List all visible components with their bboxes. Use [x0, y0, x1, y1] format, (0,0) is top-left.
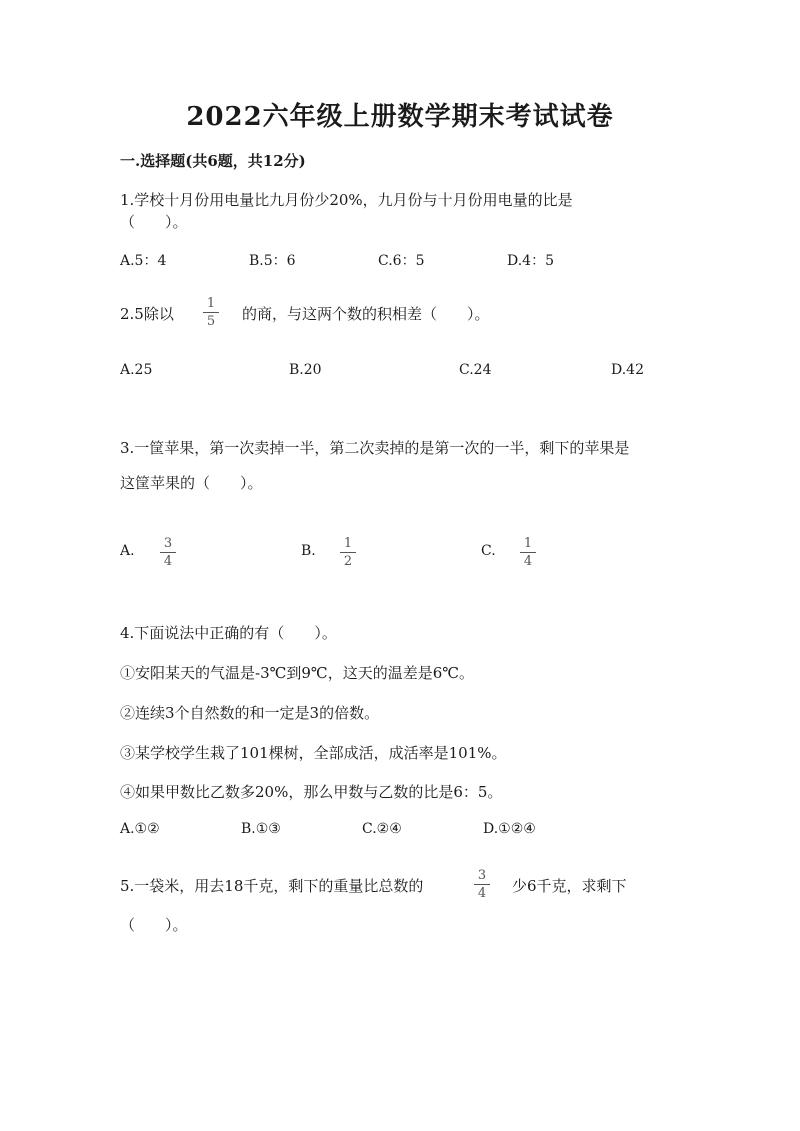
question-2-text-before: 2.5除以: [120, 305, 174, 323]
question-4-option-a: A.①②: [120, 821, 160, 837]
question-1-option-c: C.6：5: [378, 253, 425, 269]
fraction-numerator: 1: [343, 536, 353, 551]
fraction-denominator: 2: [343, 554, 353, 569]
question-1-line-1: 1.学校十月份用电量比九月份少20%，九月份与十月份用电量的比是: [120, 191, 573, 209]
question-3-option-c-label: C.: [481, 543, 496, 559]
fraction-denominator: 4: [523, 554, 533, 569]
question-4-statement-1: ①安阳某天的气温是-3℃到9℃，这天的温差是6℃。: [120, 664, 475, 682]
question-1-option-b: B.5：6: [249, 253, 296, 269]
question-3-option-a-label: A.: [120, 543, 135, 559]
page-title: 2022六年级上册数学期末考试试卷: [186, 102, 614, 132]
fraction-numerator: 3: [477, 868, 487, 883]
question-5-text-after: 少6千克，求剩下: [512, 877, 627, 895]
question-2-option-d: D.42: [611, 362, 644, 378]
question-4-statement-3: ③某学校学生栽了101棵树，全部成活，成活率是101%。: [120, 744, 507, 762]
fraction-bar: [474, 884, 490, 885]
fraction-numerator: 1: [206, 296, 216, 311]
question-4-stem: 4.下面说法中正确的有（ ）。: [120, 624, 337, 642]
fraction-numerator: 3: [163, 536, 173, 551]
question-2-option-a: A.25: [120, 362, 153, 378]
question-3-option-b-fraction: [340, 536, 356, 569]
question-5-line-2: （ ）。: [120, 916, 188, 934]
section-heading: 一.选择题(共6题，共12分): [120, 152, 306, 170]
question-2-option-c: C.24: [459, 362, 492, 378]
fraction-denominator: 5: [206, 314, 216, 329]
fraction-bar: [203, 312, 219, 313]
fraction-numerator: 1: [523, 536, 533, 551]
question-4-statement-2: ②连续3个自然数的和一定是3的倍数。: [120, 704, 380, 722]
question-5-text-before: 5.一袋米，用去18千克，剩下的重量比总数的: [120, 877, 424, 895]
question-3-option-c-fraction: [520, 536, 536, 569]
question-2-fraction: [203, 296, 219, 329]
fraction-bar: [340, 552, 356, 553]
question-1-option-a: A.5：4: [120, 253, 167, 269]
question-2-text-after: 的商，与这两个数的积相差（ ）。: [242, 305, 490, 323]
question-2-option-b: B.20: [289, 362, 322, 378]
question-4-statement-4: ④如果甲数比乙数多20%，那么甲数与乙数的比是6：5。: [120, 783, 503, 801]
question-3-line-1: 3.一筐苹果，第一次卖掉一半，第二次卖掉的是第一次的一半，剩下的苹果是: [120, 439, 630, 457]
fraction-bar: [160, 552, 176, 553]
question-4-option-c: C.②④: [362, 821, 402, 837]
question-4-option-d: D.①②④: [483, 821, 536, 837]
question-3-option-a-fraction: [160, 536, 176, 569]
question-4-option-b: B.①③: [241, 821, 281, 837]
fraction-bar: [520, 552, 536, 553]
fraction-denominator: 4: [477, 886, 487, 901]
question-5-fraction: [474, 868, 490, 901]
question-3-option-b-label: B.: [301, 543, 316, 559]
question-1-line-2: （ ）。: [120, 213, 188, 231]
question-1-option-d: D.4：5: [507, 253, 554, 269]
question-3-line-2: 这筐苹果的（ ）。: [120, 474, 263, 492]
fraction-denominator: 4: [163, 554, 173, 569]
